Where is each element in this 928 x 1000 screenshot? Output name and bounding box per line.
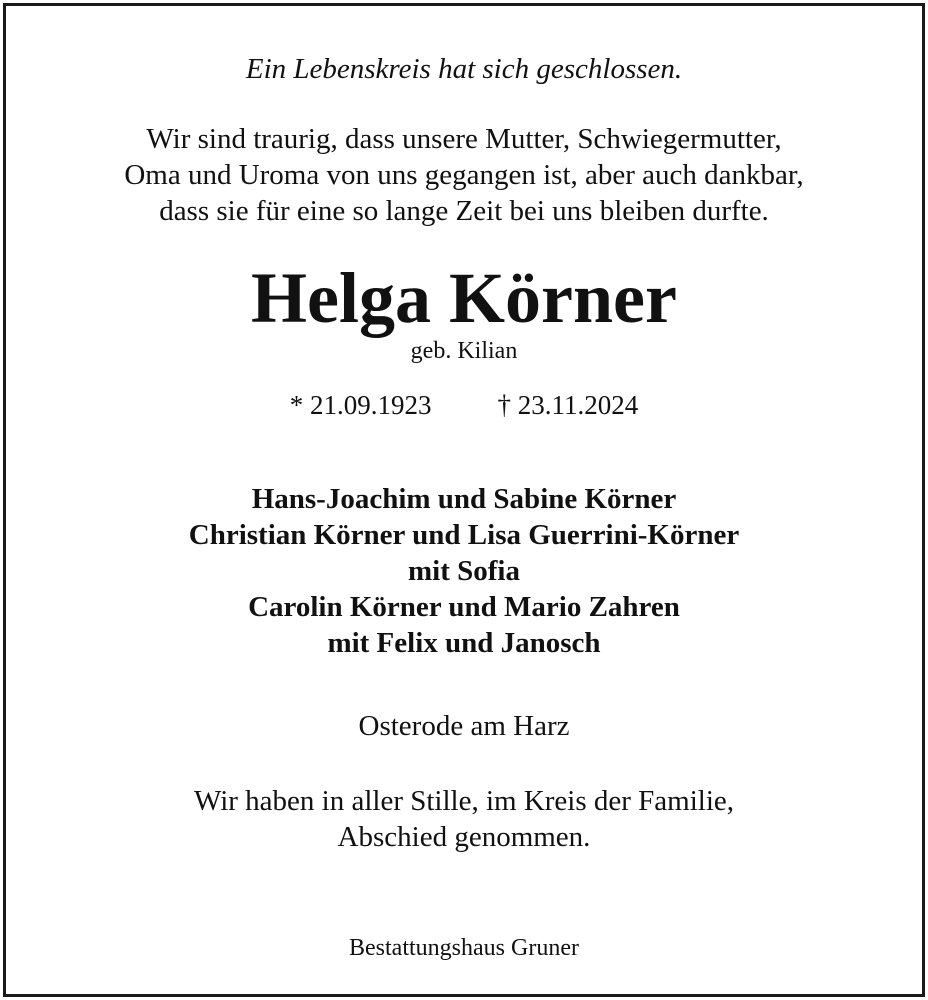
intro-line: Oma und Uroma von uns gegangen ist, aber auch dankbar, [124, 159, 804, 191]
place: Osterode am Harz [358, 710, 570, 742]
family-line: Christian Körner und Lisa Guerrini-Körner [188, 519, 740, 551]
family-line: mit Sofia [408, 555, 520, 587]
life-dates [0, 388, 928, 422]
deceased-name: Helga Körner [251, 258, 677, 338]
farewell-line: Abschied genommen. [337, 821, 591, 853]
intro-line: dass sie für eine so lange Zeit bei uns bleiben durfte. [159, 195, 769, 227]
undertaker: Bestattungshaus Gruner [349, 935, 579, 961]
maiden-name: geb. Kilian [410, 338, 518, 364]
intro-text [0, 121, 928, 229]
family-line: mit Felix und Janosch [327, 627, 601, 659]
family-line: Carolin Körner und Mario Zahren [248, 591, 680, 623]
farewell-text [0, 783, 928, 855]
motto: Ein Lebenskreis hat sich geschlossen. [245, 53, 683, 85]
birth-date: * 21.09.1923 [289, 390, 432, 420]
farewell-line: Wir haben in aller Stille, im Kreis der Familie, [193, 785, 735, 817]
family-signatures [0, 481, 928, 661]
death-date: † 23.11.2024 [497, 390, 639, 420]
intro-line: Wir sind traurig, dass unsere Mutter, Schwiegermutter, [146, 123, 782, 155]
family-line: Hans-Joachim und Sabine Körner [251, 483, 677, 515]
